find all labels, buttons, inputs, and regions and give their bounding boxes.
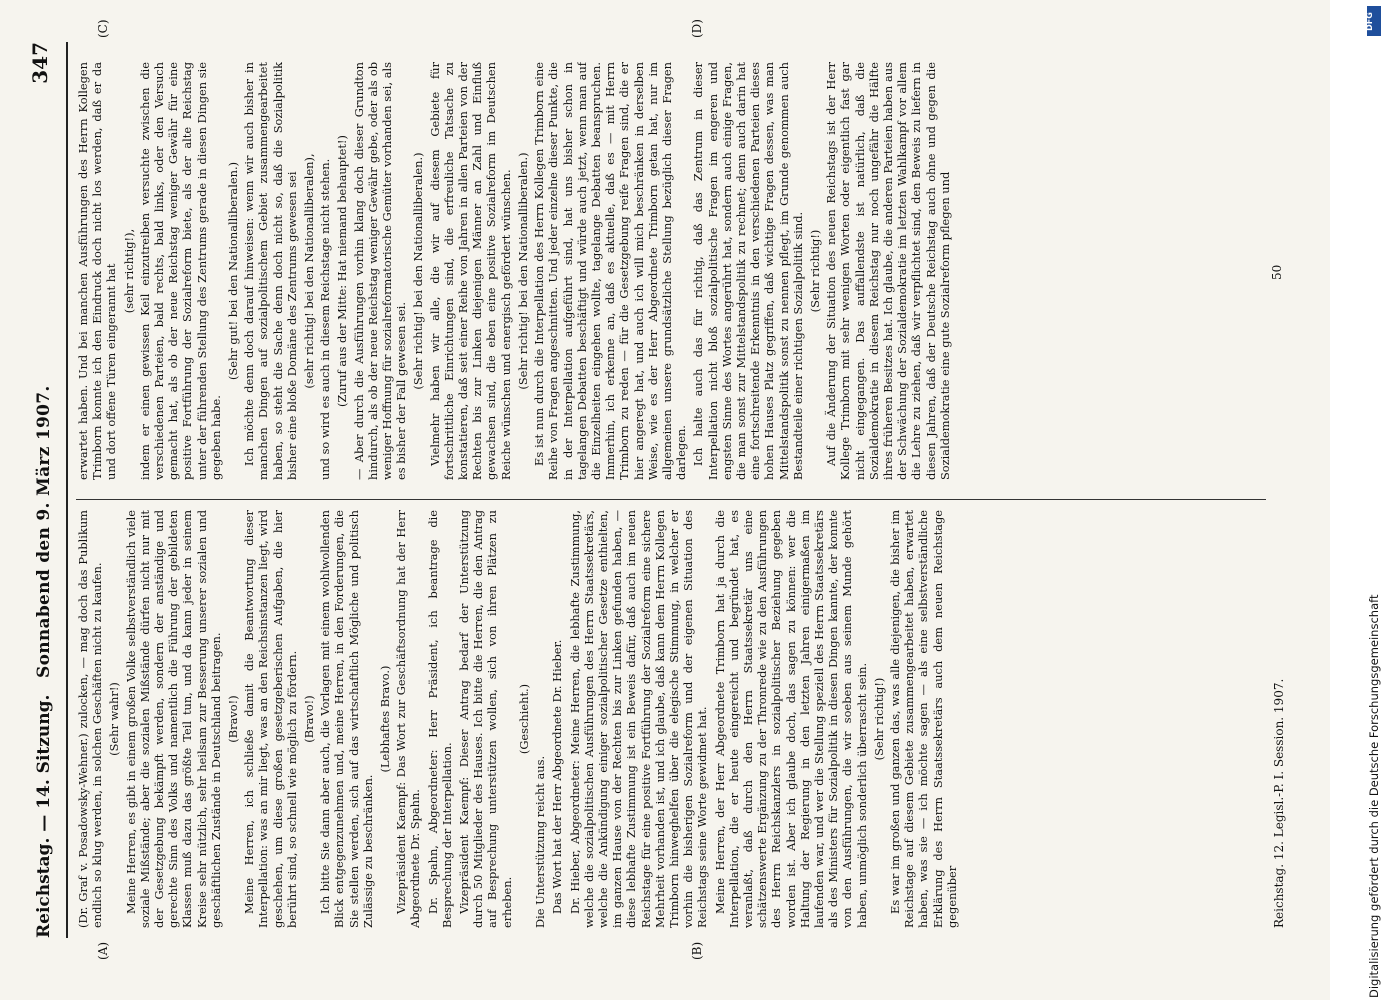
paragraph: Das Wort hat der Herr Abgeordnete Dr. Hieber. (550, 639, 565, 914)
header-left: Reichstag. — 14. Sitzung. (34, 694, 54, 938)
right-column (76, 62, 1266, 480)
interjection: (Bravo!) (302, 695, 317, 743)
interjection: (Bravo!) (226, 695, 241, 743)
margin-mark-c: (C) (96, 19, 110, 38)
paragraph: — Aber durch die Ausführungen vorhin klang doch dieser Grundton hindurch, als ob der neue Reichstag weniger Gewähr gebe, oder als ob weniger Hoffnung für sozialreformatorische Gemüter vorhanden sei, als es bisher der Fall gewesen sei. (351, 62, 409, 480)
interjection: (Sehr gut! bei den Nationalliberalen.) (226, 161, 241, 381)
footer-signature: 50 (1270, 264, 1284, 280)
interjection: (Zuruf aus der Mitte: Hat niemand behauptet!) (335, 135, 350, 407)
paragraph: Vizepräsident Kaempf: Dieser Antrag bedarf der Unterstützung durch 50 Mitglieder des Hauses. Ich bitte die Herren, die den Antrag auf Besprechung unterstützen wollen, sich von ihren Plätzen zu erheben. (457, 510, 514, 928)
paragraph: Dr. Hieber, Abgeordneter: Meine Herren, die lebhafte Zustimmung, welche die sozialpolitischen Ausführungen des Herrn Staatssekretärs, welche die Ankündigung einiger sozialpolitischer Gesetze enthielten, im ganzen Hause von der Rechten bis zur Linken gefunden haben, — diese lebhafte Zustimmung ist ein Beweis dafür, daß auch im neuen Reichstage für eine positive Fortführung der Sozialreform eine sichere Mehrheit vorhanden ist, und ich glaube, daß kann dem Herrn Kollegen Trimborn hinweghelfen über die elegische Stimmung, in welcher er vorhin die bisherigen Sozialreform und der eigenen Situation des Reichstags seine Worte gewidmet hat. (567, 510, 710, 928)
interjection: (Sehr richtig!) (871, 677, 886, 761)
paragraph: Meine Herren, es gibt in einem großen Volke selbstverständlich viele soziale Mißstände; aber die sozialen Mißstände dürfen nicht nur mit der Gesetzgebung bekämpft werden, sondern der anständige und gerechte Sinn des Volks und namentlich die Führung der gebildeten Klassen muß dazu das größte Teil tun, und da kann jeder in seinem Kreise sehr nützlich, sehr heilsam zur Besserung unserer sozialen und geschäftlichen Zustände in Deutschland beitragen. (123, 510, 223, 928)
page-number: 347 (28, 42, 52, 84)
margin-mark-a: (A) (96, 941, 110, 960)
margin-mark-b: (B) (690, 941, 704, 960)
interjection: (Sehr wahr!) (107, 682, 122, 756)
paragraph: Ich halte auch das für richtig, daß das Zentrum in dieser Interpellation nicht bloß sozialpolitische Fragen im engeren und engsten Sinne des Wortes angerührt hat, sondern auch einige Fragen, die man sonst zur Mittelstandspolitik zu rechnet; denn auch darin hat eine fortschreitende Erkenntnis in den verschiedenen Parteien dieses hohen Hauses Platz gegriffen, daß wichtige Fragen dessen, was man Mittelstandspolitik sonst zu nennen pflegt, im Grunde genommen auch Bestandteile einer richtigen Sozialpolitik sind. (691, 62, 805, 480)
paragraph: indem er einen gewissen Keil einzutreiben versuchte zwischen die verschiedenen Parteien, bald rechts, bald links, oder den Versuch gemacht hat, als ob der neue Reichstag weniger Gewähr für eine positive Fortführung der Sozialreform biete, als der alte Reichstag unter der führenden Stellung des Zentrums gerade in diesen Dingen sie gegeben habe. (137, 62, 223, 480)
dfg-logo: DFG (1367, 6, 1381, 36)
header-center: Sonnabend den 9. März 1907. (34, 385, 54, 678)
interjection: (sehr richtig! bei den Nationalliberalen), (302, 153, 317, 389)
paragraph: (Dr. Graf v. Posadowsky-Wehner.) zulocken, — mag doch das Publikum endlich so klug werden, in solchen Geschäften nicht zu kaufen. (76, 510, 105, 928)
interjection: (Sehr richtig! bei den Nationalliberalen.) (411, 152, 426, 390)
page-header (20, 42, 68, 938)
paragraph: Ich bitte Sie dann aber auch, die Vorlagen mit einem wohlwollenden Blick entgegenzunehmen und, meine Herren, in den Forderungen, die Sie stellen werden, sich auf das wirtschaftlich Mögliche und politisch Zulässige zu beschränken. (318, 510, 375, 928)
paragraph: Meine Herren, der Herr Abgeordnete Trimborn hat ja durch die Interpellation, die er heute eingereicht und begründet hat, es veranlaßt, daß durch den Herrn Staatssekretär uns eine schätzenswerte Ergänzung zu der Thronrede wie zu den Ausführungen des Herrn Reichskanzlers in sozialpolitischer Beziehung gegeben worden ist. Aber ich glaube doch, das sagen zu können: wer die Haltung der Regierung in den letzten Jahren einigermaßen im laufenden war, und wer die Stellung speziell des Herrn Staatssekretärs als des Ministers für Sozialpolitik in diesen Dingen kannte, der konnte von den Ausführungen, die wir soeben aus seinem Munde gehört haben, unmöglich sonderlich überrascht sein. (712, 510, 869, 928)
paragraph: Vizepräsident Kaempf: Das Wort zur Geschäftsordnung hat der Herr Abgeordnete Dr. Spahn. (394, 510, 423, 928)
paragraph: Es war im großen und ganzen das, was alle diejenigen, die bisher im Reichstage auf diesem Gebiete zusammengearbeitet haben, erwartet haben, was sie — ich möchte sagen — als eine selbstverständliche Erklärung des Herrn Staatssekretärs auch dem neuen Reichstage gegenüber (887, 510, 959, 928)
paragraph: Meine Herren, ich schließe damit die Beantwortung dieser Interpellation: was an mir liegt, was an den Reichsinstanzen liegt, wird geschehen, um diese großen gesetzgeberischen Aufgaben, die hier berührt sind, so schnell wie möglich zu fördern. (242, 510, 299, 928)
paragraph: und so wird es auch in diesem Reichstage nicht stehen. (318, 158, 333, 480)
paragraph: Dr. Spahn, Abgeordneter: Herr Präsident, ich beantrage die Besprechung der Interpellation. (425, 510, 454, 928)
interjection: (Lebhaftes Bravo.) (378, 665, 393, 773)
margin-mark-d: (D) (690, 19, 704, 38)
interjection: (sehr richtig!), (121, 228, 136, 314)
paragraph: Es ist nun durch die Interpellation des Herrn Kollegen Trimborn eine Reihe von Fragen angeschnitten. Und jeder einzelne dieser Punkte, die in der Interpellation aufgeführt sind, hat uns bisher schon in tagelangen Debatten beschäftigt und würde auch jetzt, wenn man auf die Einzelheiten eingehen wollte, tagelange Debatten beanspruchen. Immerhin, ich erkenne an, daß es aktuelle, daß es — mit Herrn Trimborn zu reden — für die Gesetzgebung reife Fragen sind, die er hier angeregt hat, und auch ich will mich beschränken in derselben Weise, wie es der Herr Abgeordnete Trimborn getan hat, nur im allgemeinen unsere grundsätzliche Stellung bezüglich dieser Fragen darlegen. (532, 62, 689, 480)
footer-session: Reichstag. 12. Legisl.-P. I. Session. 1907. (1272, 678, 1286, 928)
paragraph: erwartet haben. Und bei manchen Ausführungen des Herrn Kollegen Trimborn konnte ich den Eindruck doch nicht los werden, daß er da und dort offene Türen eingerannt hat (76, 62, 119, 480)
paragraph: Vielmehr haben wir alle, die wir auf diesem Gebiete für fortschrittliche Einrichtungen sind, die erfreuliche Tatsache zu konstatieren, daß seit einer Reihe von Jahren in allen Parteien von der Rechten bis zur Linken diejenigen Männer an Zahl und Einfluß gewachsen sind, die eben eine positive Sozialreform im Deutschen Reiche wünschen und energisch gefördert wünschen. (427, 62, 513, 480)
digitization-note: Digitalisierung gefördert durch die Deutsche Forschungsgemeinschaft (1367, 594, 1381, 998)
paragraph: Ich möchte denn doch darauf hinweisen: wenn wir auch bisher in manchen Dingen auf sozialpolitischem Gebiet zusammengearbeitet haben, so steht die Sache denn doch nicht so, daß die Sozialpolitik bisher eine bloße Domäne des Zentrums gewesen sei (242, 62, 299, 480)
paragraph: Die Unterstützung reicht aus. (533, 755, 548, 928)
left-column (76, 510, 1266, 928)
interjection: (Sehr richtig!) (807, 229, 822, 313)
paragraph: Auf die Änderung der Situation des neuen Reichstags ist der Herr Kollege Trimborn mit sehr wenigen Worten oder eigentlich fast gar nicht eingegangen. Das auffallendste ist natürlich, daß die Sozialdemokratie in diesem Reichstag nur noch ungefähr die Hälfte ihres früheren Besitzes hat. Ich glaube, die anderen Parteien haben aus der Schwächung der Sozialdemokratie im letzten Wahlkampf vor allem die Lehre zu ziehen, daß wir verpflichtet sind, den Beweis zu liefern in diesen Jahren, daß der Deutsche Reichstag auch ohne und gegen die Sozialdemokratie eine gute Sozialreform pflegen und (824, 62, 952, 480)
column-divider (76, 499, 1266, 500)
interjection: (Sehr richtig! bei den Nationalliberalen.) (515, 152, 530, 390)
interjection: (Geschieht.) (516, 683, 531, 755)
